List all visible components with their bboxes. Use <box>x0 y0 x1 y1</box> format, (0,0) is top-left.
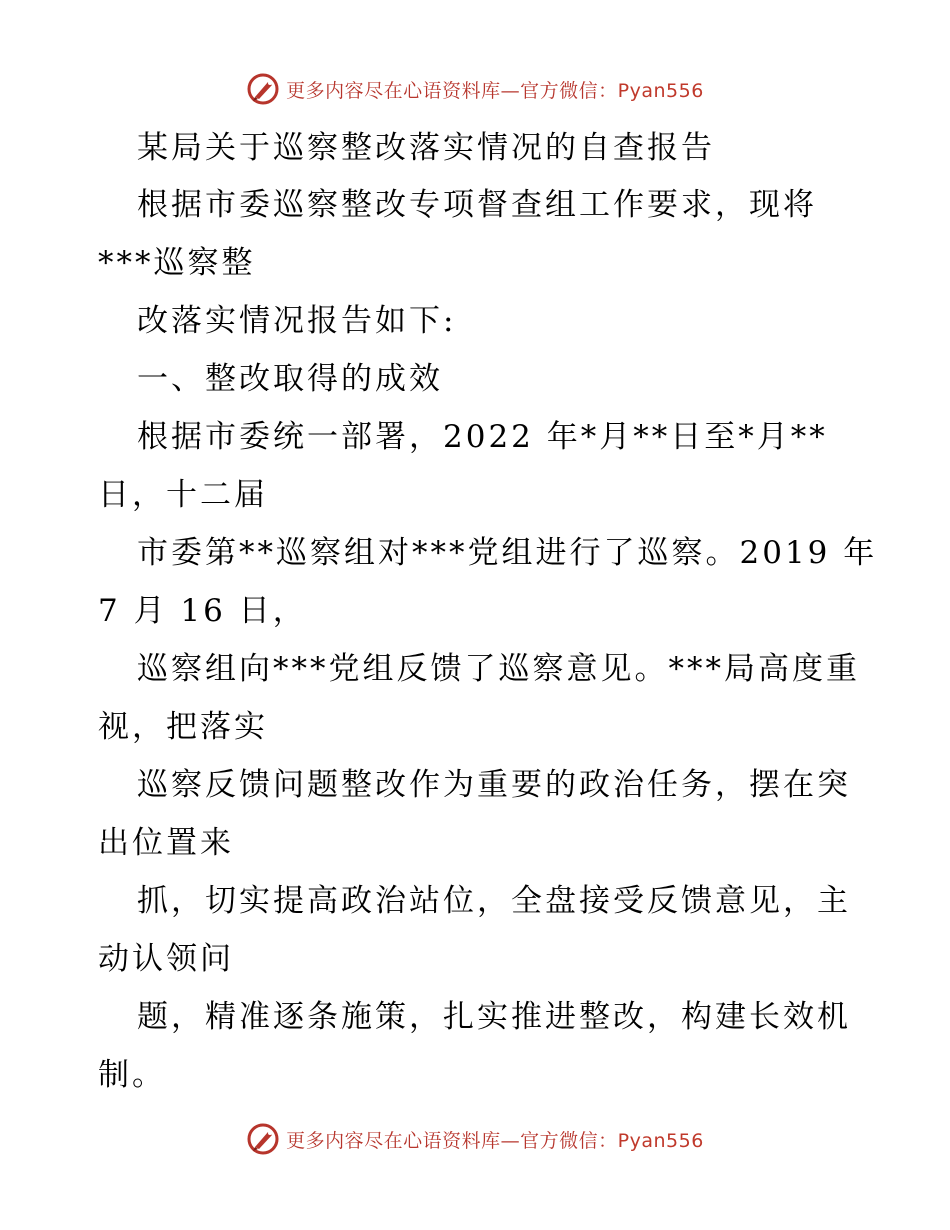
wechat-id: Pyan556 <box>617 79 704 102</box>
paragraph-line: 巡察组向***党组反馈了巡察意见。***局高度重 <box>137 651 860 687</box>
footer-watermark-banner <box>0 1122 950 1156</box>
header-watermark-banner <box>0 72 950 106</box>
paragraph-line: 7 月 16 日， <box>98 593 307 629</box>
watermark-text: 更多内容尽在心语资料库—官方微信：Pyan556 <box>286 79 704 102</box>
paragraph-line: ***巡察整 <box>98 245 256 281</box>
watermark-text: 更多内容尽在心语资料库—官方微信：Pyan556 <box>286 1129 704 1152</box>
paragraph-line: 根据市委巡察整改专项督查组工作要求，现将 <box>137 187 817 223</box>
wechat-id: Pyan556 <box>617 1129 704 1152</box>
paragraph-line: 制。 <box>98 1057 166 1093</box>
paragraph-line: 抓，切实提高政治站位，全盘接受反馈意见，主 <box>137 883 851 919</box>
paragraph-line: 出位置来 <box>98 825 234 861</box>
paragraph-line: 改落实情况报告如下: <box>137 303 457 339</box>
paragraph-line: 动认领问 <box>98 941 234 977</box>
pen-logo-icon <box>246 1122 280 1156</box>
paragraph-line: 巡察反馈问题整改作为重要的政治任务，摆在突 <box>137 767 851 803</box>
paragraph-line: 市委第**巡察组对***党组进行了巡察。2019 年 <box>137 535 878 571</box>
paragraph-line: 根据市委统一部署，2022 年*月**日至*月** <box>137 419 828 455</box>
pen-logo-icon <box>246 72 280 106</box>
paragraph-line: 题，精准逐条施策，扎实推进整改，构建长效机 <box>137 999 851 1035</box>
paragraph-line: 日，十二届 <box>98 477 268 513</box>
section-heading: 一、整改取得的成效 <box>137 361 443 397</box>
document-title: 某局关于巡察整改落实情况的自查报告 <box>137 130 715 166</box>
paragraph-line: 视，把落实 <box>98 709 268 745</box>
